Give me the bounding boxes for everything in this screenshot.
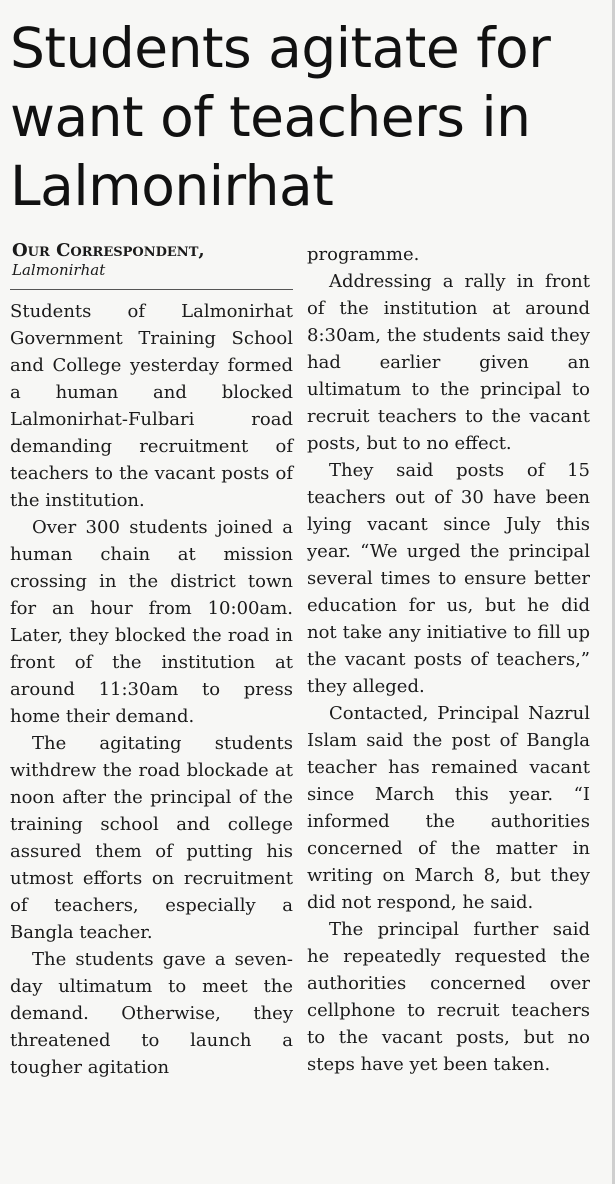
paragraph: Contacted, Principal Nazrul Islam said the post of Bangla teacher has remained vacant since March this year. “I informed the authorities concerned of the matter in writing on March 8, but they did not respond, he said. — [307, 703, 590, 913]
paragraph: Students of Lalmonirhat Government Training School and College yesterday formed a human and blocked Lalmonirhat-Fulbari road demanding recruitment of teachers to the vacant posts of the institution. — [10, 301, 293, 511]
paragraph: Over 300 students joined a human chain at mission crossing in the district town for an hour from 10:00am. Later, they blocked the road in front of the institution at around 11:30am to press home their demand. — [10, 517, 293, 727]
paragraph: They said posts of 15 teachers out of 30 have been lying vacant since July this year. “We urged the principal several times to ensure better education for us, but he did not take any initiative to fill up the vacant posts of teachers,” they alleged. — [307, 460, 590, 697]
byline-divider — [10, 289, 293, 290]
byline — [12, 241, 293, 279]
headline: Students agitate for want of teachers in Lalmonirhat — [10, 16, 551, 218]
article-body — [10, 241, 595, 1081]
byline-location: Lalmonirhat — [12, 261, 106, 279]
column-left — [10, 241, 293, 1081]
paragraph: Addressing a rally in front of the institution at around 8:30am, the students said they had earlier given an ultimatum to the principal to recruit teachers to the vacant posts, but to no effect. — [307, 271, 590, 454]
paragraph-continued: programme. — [307, 244, 420, 265]
paragraph: The agitating students withdrew the road blockade at noon after the principal of the training school and college assured them of putting his utmost efforts on recruitment of teachers, especially a Bangla teacher. — [10, 733, 293, 943]
paragraph: The students gave a seven-day ultimatum to meet the demand. Otherwise, they threatened to launch a tougher agitation — [10, 949, 293, 1078]
column-right — [307, 241, 590, 1081]
byline-name: Our Correspondent, — [12, 240, 205, 261]
paragraph: The principal further said he repeatedly requested the authorities concerned over cellphone to recruit teachers to the vacant posts, but no steps have yet been taken. — [307, 919, 590, 1075]
